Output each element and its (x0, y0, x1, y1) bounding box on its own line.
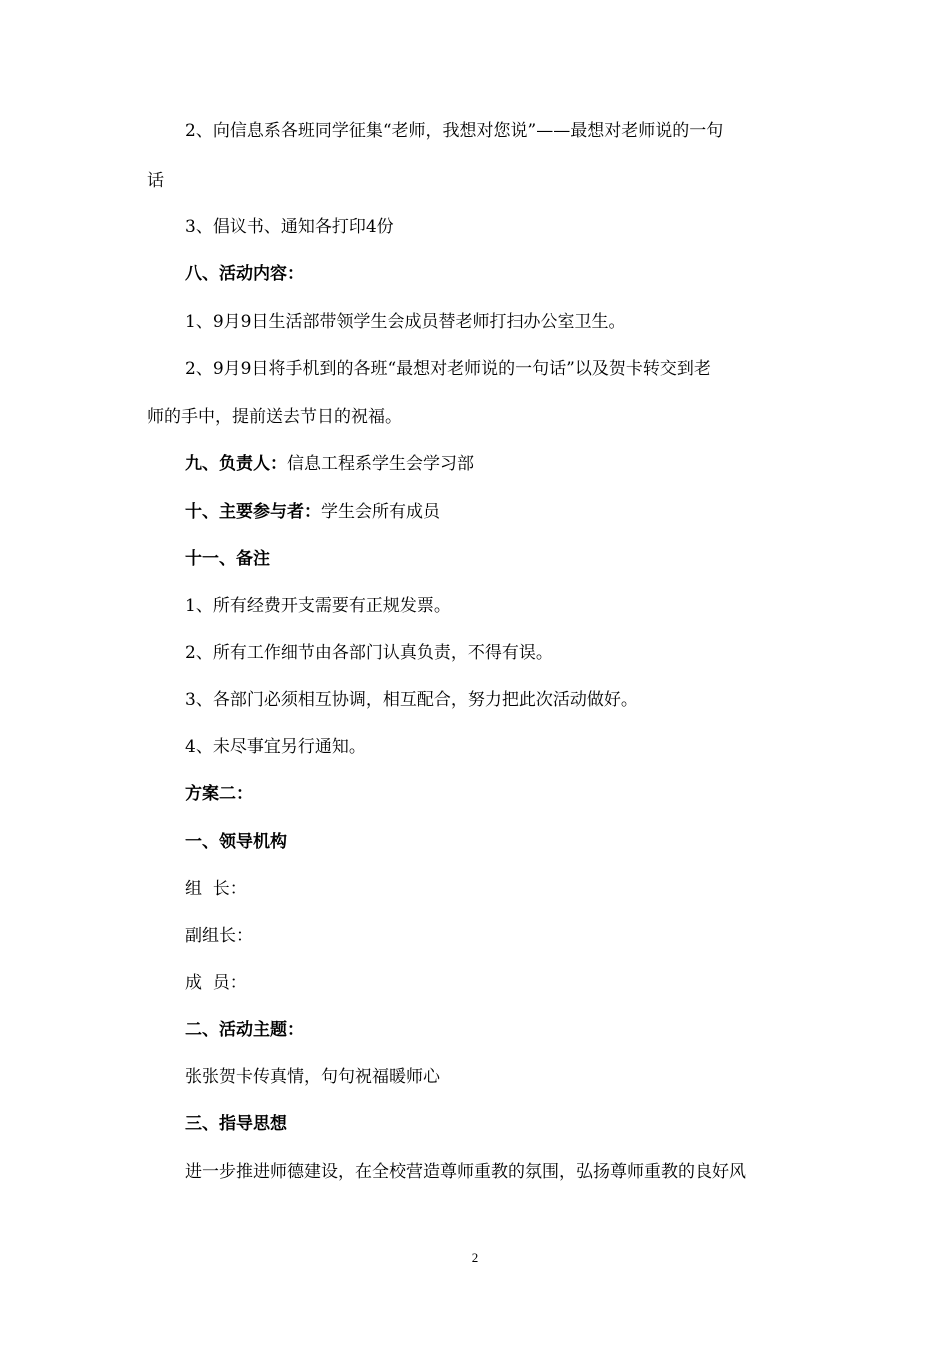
paragraph-cleaning-office: 1、9月9日生活部带领学生会成员替老师打扫办公室卫生。 (185, 312, 626, 332)
role-deputy-leader: 副组长： (185, 926, 253, 946)
heading-activity-theme: 二、活动主题： (185, 1020, 304, 1040)
heading-remarks: 十一、备注 (185, 549, 270, 569)
heading-leadership: 一、领导机构 (185, 832, 287, 852)
role-team-leader: 组 长： (185, 879, 247, 899)
page-number: 2 (471, 1250, 479, 1265)
paragraph-theme-text: 张张贺卡传真情，句句祝福暖师心 (185, 1067, 440, 1087)
paragraph-deliver-cards-continued: 师的手中，提前送去节日的祝福。 (147, 407, 402, 427)
paragraph-print-copies: 3、倡议书、通知各打印4份 (185, 217, 394, 237)
paragraph-remark-responsibility: 2、所有工作细节由各部门认真负责，不得有误。 (185, 643, 553, 663)
heading-person-in-charge: 九、负责人：信息工程系学生会学习部 (185, 454, 474, 474)
paragraph-guiding-ideology: 进一步推进师德建设，在全校营造尊师重教的氛围，弘扬尊师重教的良好风 (185, 1162, 746, 1182)
heading-activity-content: 八、活动内容： (185, 264, 304, 284)
heading-guiding-ideology: 三、指导思想 (185, 1114, 287, 1134)
paragraph-remark-invoices: 1、所有经费开支需要有正规发票。 (185, 596, 451, 616)
heading-main-participants: 十、主要参与者：学生会所有成员 (185, 502, 440, 522)
paragraph-deliver-cards: 2、9月9日将手机到的各班“最想对老师说的一句话”以及贺卡转交到老 (185, 359, 711, 379)
paragraph-collect-messages-continued: 话 (147, 171, 164, 191)
paragraph-remark-other-notice: 4、未尽事宜另行通知。 (185, 737, 366, 757)
paragraph-collect-messages: 2、向信息系各班同学征集“老师，我想对您说”——最想对老师说的一句 (185, 121, 724, 141)
heading-plan-two: 方案二： (185, 784, 253, 804)
paragraph-remark-coordination: 3、各部门必须相互协调，相互配合，努力把此次活动做好。 (185, 690, 638, 710)
role-members: 成 员： (185, 973, 247, 993)
